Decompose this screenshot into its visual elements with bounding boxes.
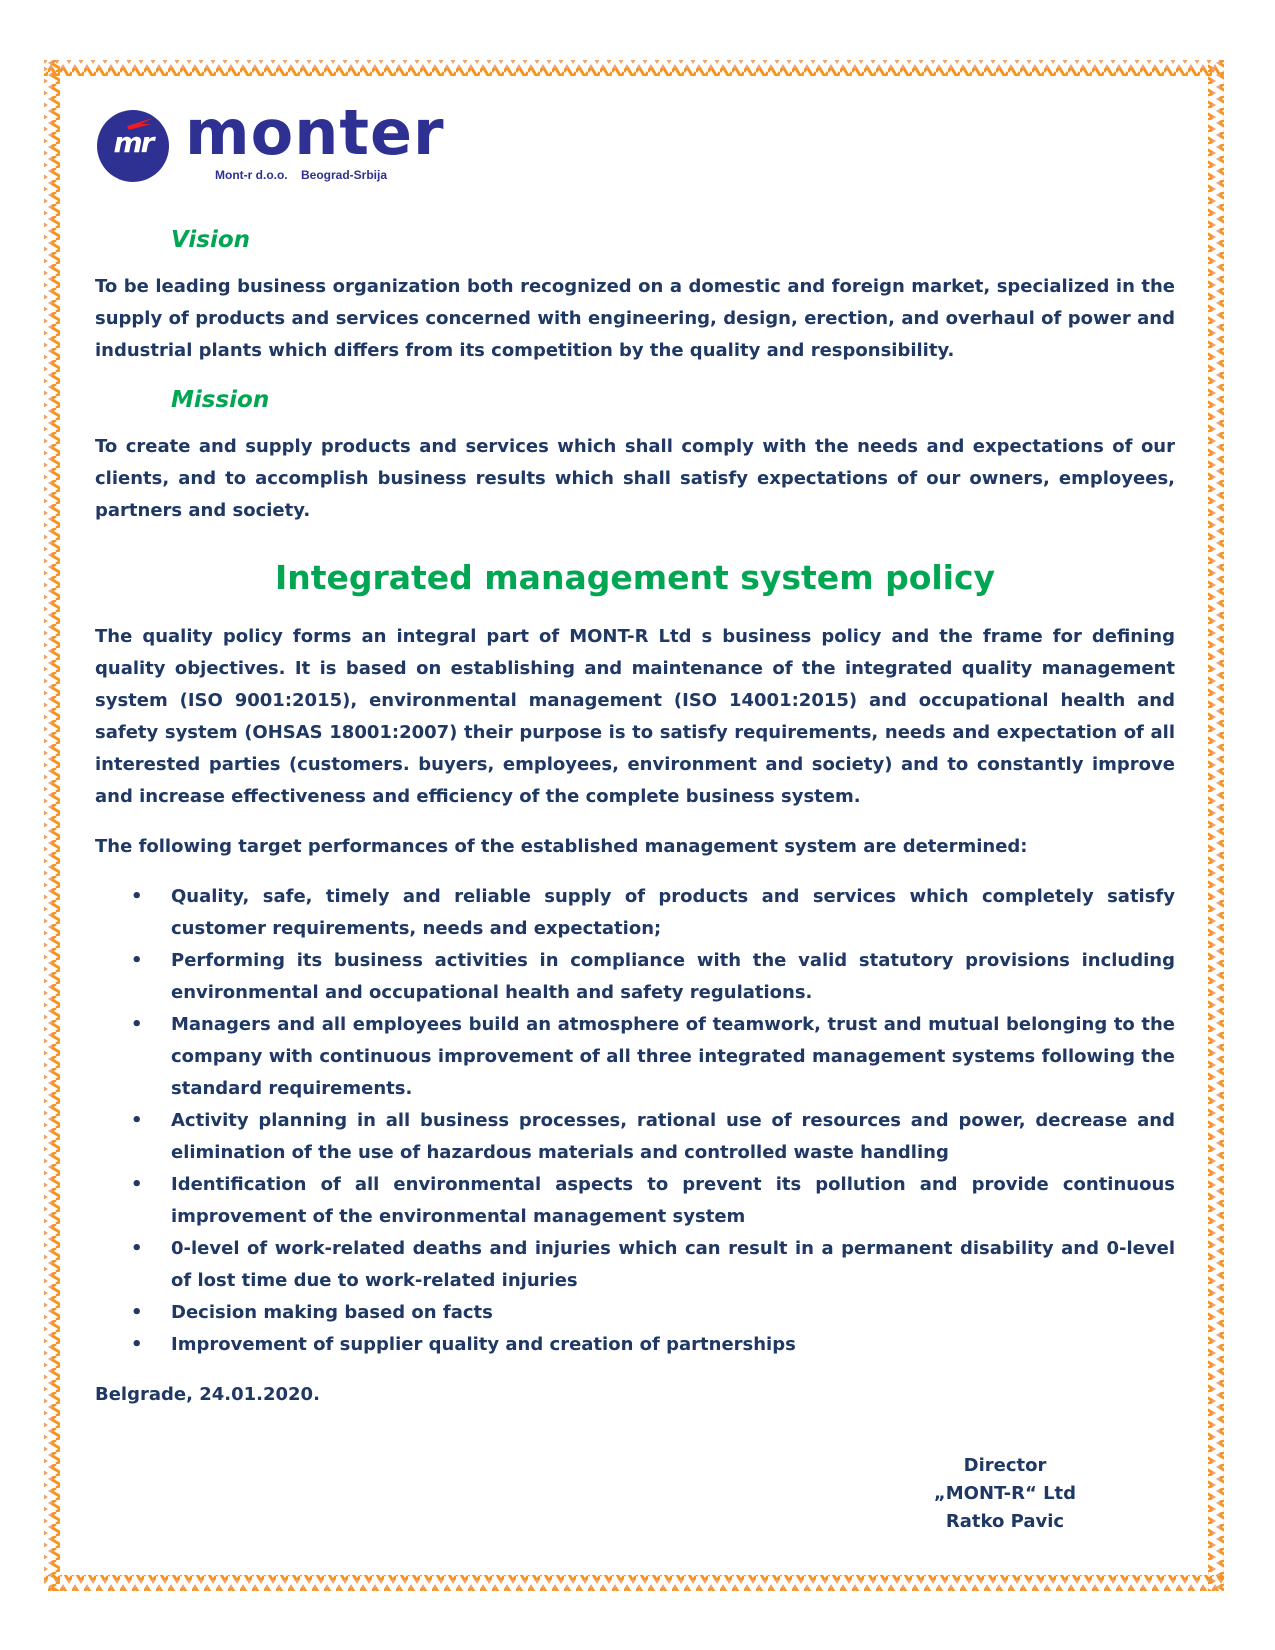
signature-block: [880, 1452, 1130, 1536]
list-item-text: Improvement of supplier quality and creation of partnerships: [171, 1334, 796, 1355]
mission-text: To create and supply products and services which shall comply with the needs and expectations of our clients, and to accomplish business results which shall satisfy expectations of our owners, employees, partners and society.: [95, 436, 1175, 521]
policy-title: Integrated management system policy: [274, 558, 996, 597]
border-left: [44, 60, 60, 1591]
signature-company: „MONT-R“ Ltd: [933, 1483, 1077, 1504]
bullet-icon: •: [131, 1014, 143, 1035]
logo-wordmark: monter: [185, 96, 445, 169]
bullet-icon: •: [131, 886, 143, 907]
list-item-text: Decision making based on facts: [171, 1302, 493, 1323]
signature-title: Director: [963, 1455, 1047, 1476]
list-item: [95, 1169, 1175, 1233]
mission-heading: Mission: [171, 387, 270, 413]
bullet-icon: •: [131, 1110, 143, 1131]
bullet-icon: •: [131, 1334, 143, 1355]
targets-lead: The following target performances of the established management system are determined:: [95, 836, 1028, 857]
list-item: [95, 1329, 1175, 1361]
list-item: [95, 1009, 1175, 1105]
bullet-icon: •: [131, 1302, 143, 1323]
border-bottom: [44, 1575, 1224, 1591]
list-item-text: Managers and all employees build an atmosphere of teamwork, trust and mutual belonging to the company with continuous improvement of all three integrated management systems following the standard requirements.: [171, 1014, 1175, 1099]
border-right: [1208, 60, 1224, 1591]
company-logo: [97, 96, 457, 184]
list-item: [95, 945, 1175, 1009]
list-item: [95, 1297, 1175, 1329]
bullet-icon: •: [131, 950, 143, 971]
bullet-icon: •: [131, 1174, 143, 1195]
list-item-text: Activity planning in all business processes, rational use of resources and power, decrease and elimination of the use of hazardous materials and controlled waste handling: [171, 1110, 1175, 1163]
list-item-text: 0-level of work-related deaths and injuries which can result in a permanent disability and 0-level of lost time due to work-related injuries: [171, 1238, 1175, 1291]
border-top: [44, 60, 1224, 76]
list-item-text: Quality, safe, timely and reliable supply of products and services which completely satisfy customer requirements, needs and expectation;: [171, 886, 1175, 939]
list-item: [95, 1105, 1175, 1169]
bullet-icon: •: [131, 1238, 143, 1259]
targets-list: [95, 881, 1175, 1361]
document-body: [95, 225, 1175, 1411]
vision-text: To be leading business organization both recognized on a domestic and foreign market, specialized in the supply of products and services concerned with engineering, design, erection, and overhaul of power and industrial plants which differs from its competition by the quality and responsibility.: [95, 276, 1175, 361]
vision-heading: Vision: [171, 227, 251, 253]
policy-intro: The quality policy forms an integral part of MONT-R Ltd s business policy and the frame for defining quality objectives. It is based on establishing and maintenance of the integrated quality management system (ISO 9001:2015), environmental management (ISO 14001:2015) and occupational health and safety system (OHSAS 18001:2007) their purpose is to satisfy requirements, needs and expectation of all interested parties (customers. buyers, employees, environment and society) and to constantly improve and increase effectiveness and efficiency of the complete business system.: [95, 626, 1175, 807]
list-item-text: Identification of all environmental aspects to prevent its pollution and provide continuous improvement of the environmental management system: [171, 1174, 1175, 1227]
place-date: Belgrade, 24.01.2020.: [95, 1384, 320, 1405]
logo-mark-text: mr: [113, 126, 153, 159]
list-item: [95, 1233, 1175, 1297]
list-item: [95, 881, 1175, 945]
list-item-text: Performing its business activities in compliance with the valid statutory provisions including environmental and occupational health and safety regulations.: [171, 950, 1175, 1003]
signature-name: Ratko Pavic: [945, 1511, 1065, 1532]
logo-tagline: Mont-r d.o.o. Beograd-Srbija: [215, 168, 387, 182]
